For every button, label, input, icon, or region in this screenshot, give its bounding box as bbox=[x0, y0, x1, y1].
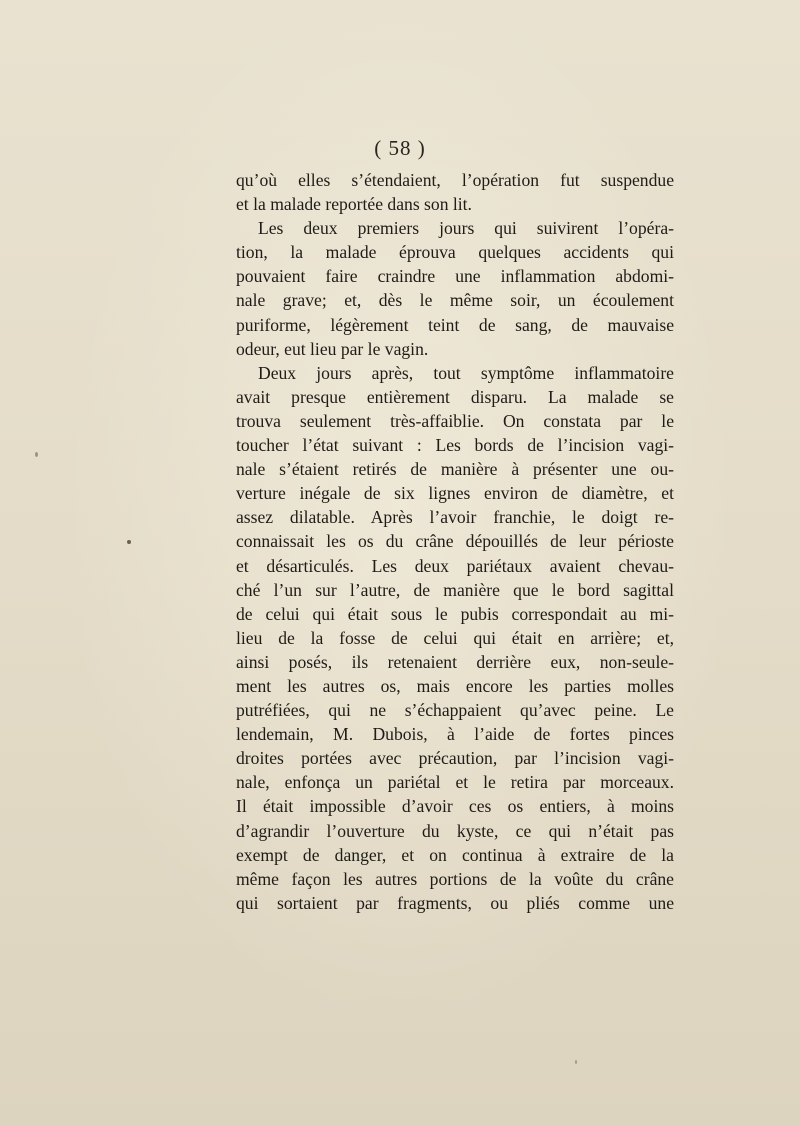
text-line: même façon les autres portions de la voûte du crâne bbox=[236, 868, 674, 889]
text-line: d’agrandir l’ouverture du kyste, ce qui n’était pas bbox=[236, 820, 674, 841]
text-line: connaissait les os du crâne dépouillés de leur périoste bbox=[236, 531, 674, 552]
text-line: ché l’un sur l’autre, de manière que le bord sagittal bbox=[236, 579, 674, 600]
page-number: ( 58 ) bbox=[374, 136, 426, 160]
text-line: nale, enfonça un pariétal et le retira par morceaux. bbox=[236, 772, 674, 793]
text-line: tion, la malade éprouva quelques accidents qui bbox=[236, 242, 674, 263]
text-line: pouvaient faire craindre une inflammation abdomi- bbox=[236, 266, 674, 287]
text-line: et désarticulés. Les deux pariétaux avaient chevau- bbox=[236, 555, 674, 576]
text-line: lendemain, M. Dubois, à l’aide de fortes pinces bbox=[236, 724, 674, 745]
text-line: putréfiées, qui ne s’échappaient qu’avec peine. Le bbox=[236, 700, 674, 721]
text-line: Deux jours après, tout symptôme inflammatoire bbox=[258, 362, 674, 383]
ink-speck bbox=[35, 452, 38, 457]
text-line: ainsi posés, ils retenaient derrière eux, non-seule- bbox=[236, 651, 674, 672]
text-line: toucher l’état suivant : Les bords de l’incision vagi- bbox=[236, 435, 674, 456]
text-line: ment les autres os, mais encore les parties molles bbox=[236, 675, 674, 696]
body-text bbox=[236, 168, 674, 915]
text-line: trouva seulement très-affaiblie. On constata par le bbox=[236, 410, 674, 431]
text-line: assez dilatable. Après l’avoir franchie, le doigt re- bbox=[236, 507, 674, 528]
text-line: Il était impossible d’avoir ces os entiers, à moins bbox=[236, 796, 674, 817]
text-line: de celui qui était sous le pubis correspondait au mi- bbox=[236, 603, 674, 624]
text-line: et la malade reportée dans son lit. bbox=[236, 194, 472, 215]
text-line: Les deux premiers jours qui suivirent l’opéra- bbox=[258, 218, 674, 239]
text-line: avait presque entièrement disparu. La malade se bbox=[236, 386, 674, 407]
text-line: droites portées avec précaution, par l’incision vagi- bbox=[236, 748, 674, 769]
ink-speck bbox=[127, 540, 131, 544]
text-line: nale grave; et, dès le même soir, un écoulement bbox=[236, 290, 674, 311]
text-line: puriforme, légèrement teint de sang, de mauvaise bbox=[236, 314, 674, 335]
text-line: qu’où elles s’étendaient, l’opération fut suspendue bbox=[236, 170, 674, 190]
text-line: odeur, eut lieu par le vagin. bbox=[236, 338, 429, 359]
ink-speck bbox=[575, 1060, 577, 1064]
text-line: verture inégale de six lignes environ de diamètre, et bbox=[236, 483, 674, 504]
text-line: lieu de la fosse de celui qui était en arrière; et, bbox=[236, 627, 674, 648]
text-line: exempt de danger, et on continua à extraire de la bbox=[236, 844, 674, 865]
text-line: qui sortaient par fragments, ou pliés comme une bbox=[236, 892, 674, 913]
text-line: nale s’étaient retirés de manière à présenter une ou- bbox=[236, 459, 674, 480]
